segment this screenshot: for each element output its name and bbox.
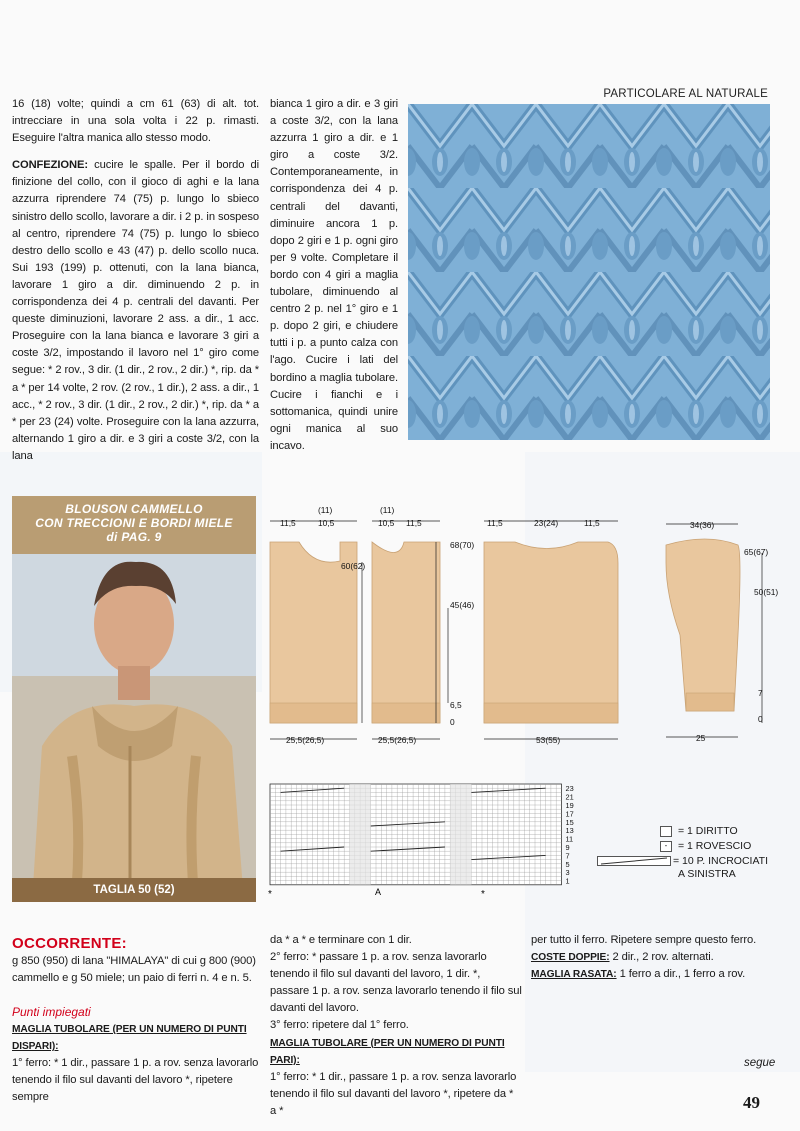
- b3-p1: per tutto il ferro. Ripetere sempre questo ferro.: [531, 934, 757, 946]
- dim-rib-height: 6,5: [450, 700, 462, 710]
- legend-cross-swatch: [597, 856, 671, 866]
- b2-p3: 3° ferro: ripetere dal 1° ferro.: [270, 1019, 409, 1032]
- chart-row-number: 23: [565, 784, 574, 794]
- b2-p2: 2° ferro: * passare 1 p. a rov. senza lavorarlo tenendo il filo sul davanti del lavoro, 1 dir. *, passare 1 p. a rov. senza lavorarlo tenendo il filo sul davanti del lavoro.: [270, 951, 522, 1015]
- dim-front-top-paren: (11): [380, 505, 395, 515]
- tubolare-dispari-text: 1° ferro: * 1 dir., passare 1 p. a rov. senza lavorarlo tenendo il filo sul davanti del lavoro *, ripetere sempre: [12, 1057, 259, 1104]
- dim-back-top-left: 11,5: [280, 518, 296, 528]
- dim-sleeve-cap: 50(51): [754, 587, 779, 597]
- chart-purl-column: [350, 784, 371, 885]
- chart-row-number: 5: [565, 859, 570, 869]
- dim-armhole-height: 45(46): [450, 600, 475, 610]
- dim-back-width: 25,5(26,5): [286, 735, 325, 745]
- chart-row-number: 21: [565, 792, 574, 802]
- model-title-line1: BLOUSON CAMMELLO: [65, 502, 203, 516]
- dim-sleeve-top: 34(36): [690, 520, 715, 530]
- coste-doppie: [531, 949, 781, 966]
- front-piece: [372, 542, 440, 723]
- legend-swatch-rov: -: [660, 841, 672, 852]
- coste-text: 2 dir., 2 rov. alternati.: [609, 951, 714, 964]
- dim-sleeve-width: 25: [696, 733, 706, 743]
- coste-title: COSTE DOPPIE:: [531, 952, 610, 964]
- model-title: [12, 496, 256, 554]
- knit-detail-photo: [408, 104, 770, 440]
- punti-title: Punti impiegati: [12, 1005, 91, 1019]
- chart-row-number: 9: [565, 843, 570, 852]
- model-illustration: [12, 496, 256, 902]
- rasata-title: MAGLIA RASATA:: [531, 969, 617, 981]
- legend-cross-label-1: = 10 P. INCROCIATI: [673, 855, 769, 867]
- dim-sleeve-zero: 0: [758, 714, 763, 724]
- dim-mid-top-right: 11,5: [584, 518, 600, 528]
- photo-label: PARTICOLARE AL NATURALE: [603, 88, 768, 100]
- size-bar: TAGLIA 50 (52): [12, 878, 256, 902]
- dim-total-height: 68(70): [450, 540, 475, 550]
- sleeve-piece: [666, 539, 740, 711]
- dim-front-top-left: 10,5: [378, 518, 395, 528]
- rasata-text: 1 ferro a dir., 1 ferro a rov.: [616, 968, 746, 981]
- confezione-label: CONFEZIONE:: [12, 159, 88, 172]
- sleeve-rib: [686, 693, 734, 711]
- chart-row-number: 13: [565, 826, 574, 836]
- chart-grid: [270, 784, 562, 885]
- center-rib: [484, 703, 618, 723]
- paragraph-confezione: [12, 157, 259, 465]
- paragraph-finishing: bianca 1 giro a dir. e 3 giri a coste 3/2, con la lana azzurra 1 giro a dir. e 1 giro a coste 3/2. Contemporaneamente, in corrispondenza dei 4 p. centrali del davanti, diminuire ancora 1 p. dopo 2 giri e 1 p. ogni giro per 9 volte. Completare il bordo con 4 giri a maglia tubolare, diminuendo al centro 2 p. nel 1° giro e 1 p. dopo 2 giri, e chiudere tutti i p. a punto calza con l'ago. Cucire i lati del bordino a maglia tubolare. Cucire i fianchi e i sottomanica, quindi unire ogni manica al suo incavo.: [270, 98, 398, 452]
- tubolare-dispari: [12, 1021, 260, 1106]
- chart-row-number: 19: [565, 801, 574, 810]
- column-1-text: [12, 96, 259, 465]
- tubolare-pari-text: 1° ferro: * 1 dir., passare 1 p. a rov. senza lavorarlo tenendo il filo sul davanti del lavoro *, ripetere da * a *: [270, 1070, 517, 1117]
- chart-mark-star-left: *: [268, 889, 272, 900]
- chart-mark-a: A: [375, 887, 382, 897]
- front-center-piece: [484, 542, 618, 723]
- b2-p1: da * a * e terminare con 1 dir.: [270, 934, 412, 946]
- chart-row-numbers: [566, 784, 574, 885]
- dim-back-top-right: 10,5: [318, 518, 335, 528]
- chart-row-number: 7: [565, 851, 570, 861]
- chart-row-number: 17: [565, 809, 574, 819]
- legend-dir: [660, 825, 738, 838]
- occorrente-text: g 850 (950) di lana "HIMALAYA" di cui g 800 (900) cammello e g 50 miele; un paio di ferri n. 4 e n. 5.: [12, 955, 256, 985]
- dim-front-top-right: 11,5: [406, 518, 422, 528]
- front-rib: [372, 703, 440, 723]
- pattern-schematic: [262, 505, 800, 750]
- chart-row-number: 11: [565, 834, 574, 844]
- column-b3: [531, 932, 781, 983]
- chart-row-number: 3: [565, 868, 570, 878]
- dim-back-top-paren: (11): [318, 505, 333, 515]
- legend-cross-label-2: A SINISTRA: [678, 868, 736, 880]
- confezione-text: cucire le spalle. Per il bordo di finizione del collo, con il gioco di aghi e la lana azzurra riprendere 74 (75) p. lungo lo sbieco sinistro dello scollo, lavorare a dir. i 2 p. in sospeso al centro, riprendere 74 (75) p. lungo lo sbieco destro dello scollo e 43 (47) p. dello scollo nuca. Sui 193 (199) p. ottenuti, con la lana bianca, lavorare 1 giro a dir. diminuendo 2 p. in corrispondenza dei 4 p. centrali del davanti. Per queste diminuzioni, lavorare 2 ass. a dir., 1 acc. Proseguire con la lana bianca e lavorare 3 giri a coste 3/2, impostando il lavoro nel 1° giro come segue: * 2 rov., 3 dir. (1 dir., 2 rov., 2 dir.) *, rip. da * a * per 14 volte, 2 rov. (2 rov., 1 dir.), 2 ass. a dir., 1 acc., * 2 rov., 3 dir. (1 dir., 2 rov., 2 dir.) *, rip. da * a * per 23 (24) volte. Proseguire con la lana azzurra, alternando 1 giro a dir. e 3 giri a coste 3/2, con la lana: [12, 159, 259, 462]
- maglia-rasata: [531, 966, 781, 983]
- dim-back-neck: 60(62): [341, 561, 366, 571]
- dim-mid-top-center: 23(24): [534, 518, 559, 528]
- occorrente-title: OCCORRENTE:: [12, 935, 127, 952]
- model-photo: [12, 496, 256, 902]
- dim-front-width: 25,5(26,5): [378, 735, 417, 745]
- chart-row-number: 1: [565, 876, 570, 886]
- stitch-chart: [262, 780, 592, 900]
- dim-sleeve-total: 65(67): [744, 547, 769, 557]
- legend-cross: [597, 855, 768, 881]
- model-title-line3: di PAG. 9: [106, 530, 162, 544]
- column-2-text: [270, 96, 398, 455]
- dim-mid-top-left: 11,5: [487, 518, 503, 528]
- chart-mark-star-right: *: [481, 889, 485, 900]
- column-b2: [270, 932, 522, 1120]
- legend-rov: [660, 840, 751, 853]
- segue-label: segue: [744, 1057, 776, 1069]
- dim-mid-width: 53(55): [536, 735, 561, 745]
- knit-texture: [408, 104, 770, 440]
- back-rib: [270, 703, 357, 723]
- legend-rov-label: = 1 ROVESCIO: [678, 840, 752, 852]
- tubolare-dispari-title: MAGLIA TUBOLARE (PER UN NUMERO DI PUNTI DISPARI):: [12, 1024, 247, 1053]
- paragraph-sleeve-end: 16 (18) volte; quindi a cm 61 (63) di alt. tot. intrecciare in una sola volta i 22 p. rimasti. Eseguire l'altra manica allo stesso modo.: [12, 98, 259, 145]
- model-title-line2: CON TRECCIONI E BORDI MIELE: [35, 516, 233, 530]
- dim-zero: 0: [450, 717, 455, 727]
- chart-row-number: 15: [565, 817, 574, 827]
- legend-swatch-dir: [660, 826, 672, 837]
- legend-dir-label: = 1 DIRITTO: [678, 825, 738, 837]
- page-number: 49: [743, 1093, 760, 1112]
- chart-purl-column: [450, 784, 471, 885]
- dim-sleeve-rib: 7: [758, 688, 763, 698]
- tubolare-pari-title: MAGLIA TUBOLARE (PER UN NUMERO DI PUNTI PARI):: [270, 1037, 505, 1066]
